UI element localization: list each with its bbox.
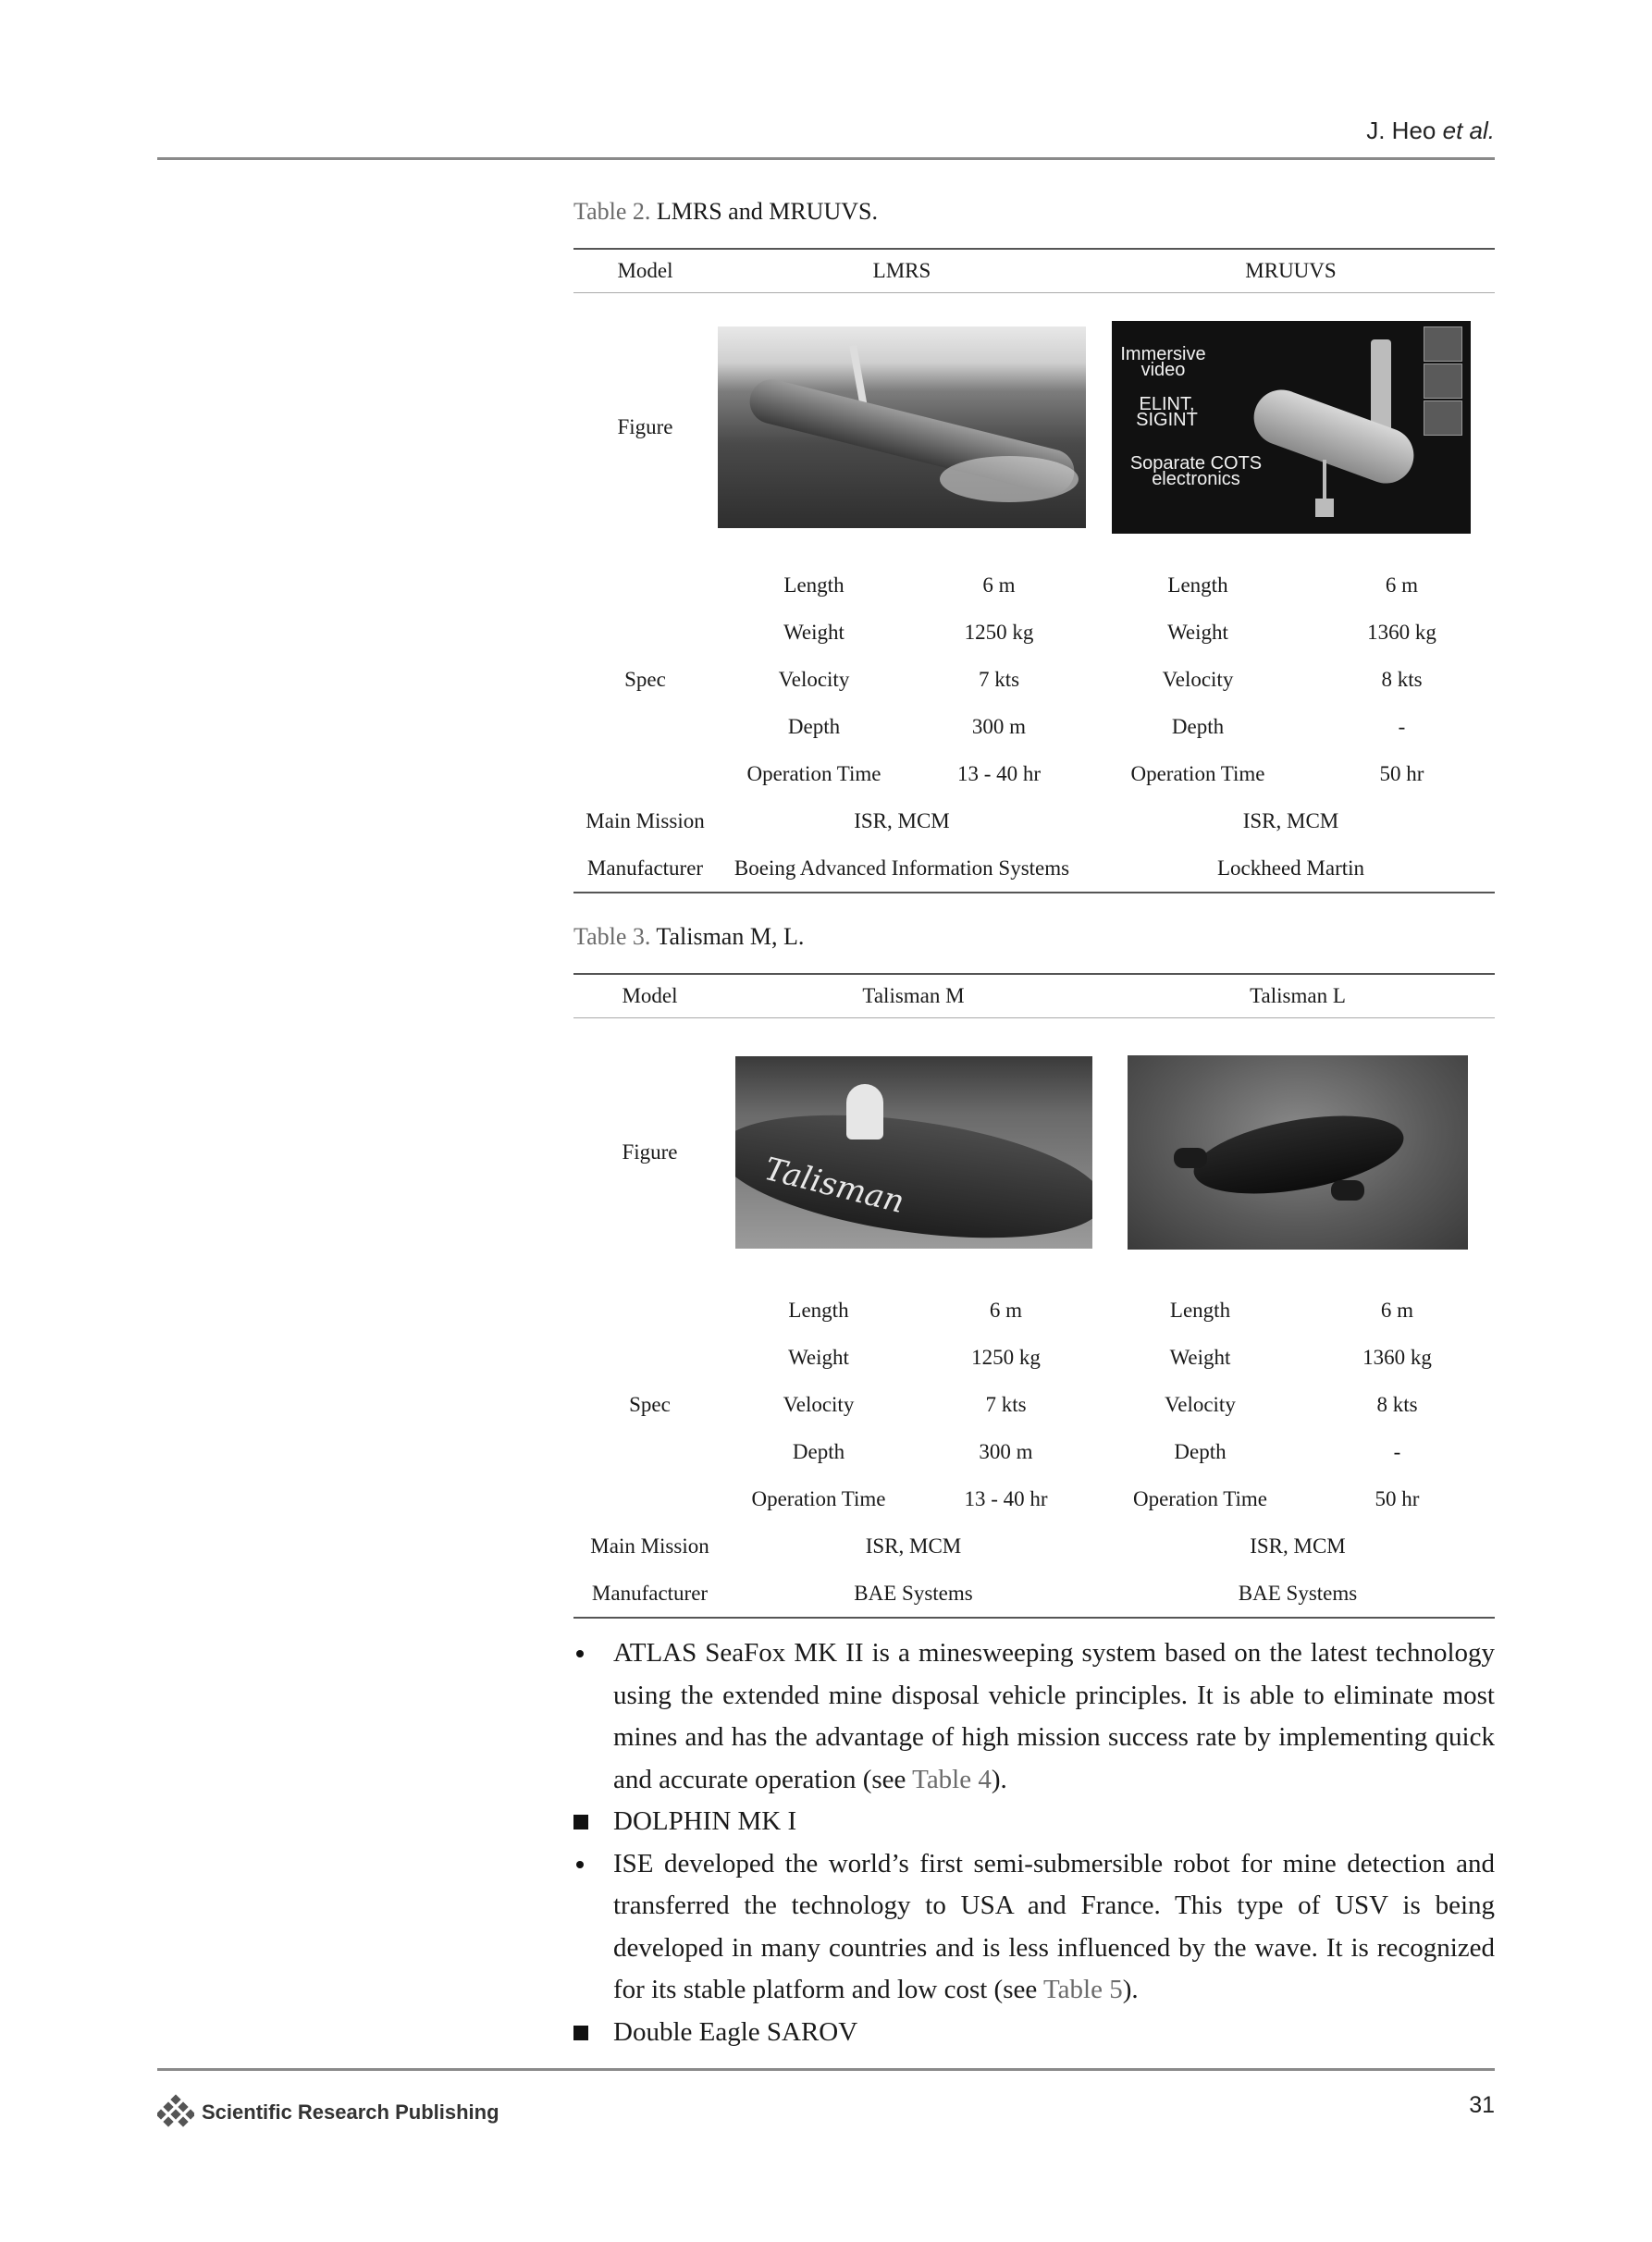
table3-row-mission: Main Mission — [590, 1534, 709, 1558]
spec-value: 7 kts — [985, 1392, 1027, 1416]
list-item — [573, 1801, 1495, 1843]
table2-manufacturer-row — [573, 844, 1495, 893]
table3-figure-row — [573, 1018, 1495, 1287]
spec-label: Velocity — [1165, 1392, 1236, 1416]
spec-value: 8 kts — [1381, 667, 1423, 691]
table3-col-talisman-m: Talisman M — [726, 974, 1101, 1018]
table2-row-figure: Figure — [617, 415, 673, 438]
spec-value: - — [1398, 714, 1406, 738]
heading-double-eagle: Double Eagle SAROV — [613, 2016, 858, 2047]
table3-row-figure: Figure — [622, 1140, 678, 1164]
spec-value: 1360 kg — [1362, 1345, 1432, 1369]
publisher-name: Scientific Research Publishing — [202, 2100, 499, 2124]
table2-spec-row — [573, 561, 1495, 609]
spec-label: Weight — [1167, 620, 1228, 644]
talisman-l-photo — [1128, 1055, 1468, 1250]
bullet-dot-icon — [576, 1650, 584, 1657]
spec-value: 13 - 40 hr — [964, 1486, 1048, 1510]
mruuvs-annotation-video: Immersive video — [1120, 344, 1206, 380]
spec-label: Depth — [1174, 1439, 1227, 1463]
spec-value: 1250 kg — [964, 620, 1034, 644]
spec-label: Depth — [787, 714, 841, 738]
list-item: ISE developed the world’s first semi-submersible robot for mine detection and transferred the technology to USA and France. This type of USV is being developed in many countries and is less influenced by the wave. It is recognized for its stable platform and low cost (see Table 5). — [573, 1843, 1495, 2012]
spec-value: 50 hr — [1379, 761, 1424, 785]
header-author: J. Heo — [1366, 117, 1436, 144]
table3 — [573, 973, 1495, 1619]
table2-col-lmrs: LMRS — [717, 249, 1087, 293]
spec-label: Weight — [783, 620, 844, 644]
table3-caption-label: Table 3. — [573, 923, 651, 950]
spec-label: Length — [1169, 1298, 1231, 1322]
spec-label: Velocity — [1162, 667, 1234, 691]
talisman-m-photo — [735, 1056, 1092, 1249]
table2-row-manufacturer: Manufacturer — [573, 844, 717, 893]
table3-caption — [573, 923, 804, 951]
spec-label: Operation Time — [746, 761, 881, 785]
spec-value: 50 hr — [1375, 1486, 1420, 1510]
spec-label: Length — [783, 573, 844, 597]
spec-label: Operation Time — [1132, 1486, 1268, 1510]
paragraph-ise: ISE developed the world’s first semi-submersible robot for mine detection and transferred the technology to USA and France. This type of USV is being developed in many countries and is less influenced by the wave. It is recognized for its stable platform and low cost (see — [613, 1848, 1495, 2004]
table3-caption-text: Talisman M, L. — [656, 923, 805, 950]
manufacturer-value: Boeing Advanced Information Systems — [717, 844, 1087, 893]
spec-label: Depth — [1171, 714, 1225, 738]
page-number: 31 — [1469, 2092, 1495, 2118]
mruuvs-diagram — [1112, 321, 1471, 534]
table3-row-spec: Spec — [629, 1392, 671, 1416]
table3-mission-row — [573, 1522, 1495, 1570]
header-rule — [157, 157, 1495, 160]
paragraph-seafox: ATLAS SeaFox MK II is a minesweeping system based on the latest technology using the extended mine disposal vehicle principles. It is able to eliminate most mines and has the advantage of high mission success rate by implementing quick and accurate operation (see — [613, 1638, 1495, 1794]
spec-label: Velocity — [783, 1392, 855, 1416]
spec-value: 300 m — [979, 1439, 1033, 1463]
table2-header-row — [573, 249, 1495, 293]
table3-manufacturer-row — [573, 1570, 1495, 1618]
talisman-wordmark: Talisman — [759, 1150, 907, 1222]
table3-col-model: Model — [573, 974, 726, 1018]
table2-caption-text: LMRS and MRUUVS. — [656, 198, 878, 225]
mission-value: ISR, MCM — [854, 808, 950, 832]
spec-value: 6 m — [989, 1298, 1023, 1322]
table3-header-row — [573, 974, 1495, 1018]
spec-label: Length — [788, 1298, 849, 1322]
table2-caption — [573, 198, 878, 226]
table2-row-mission: Main Mission — [586, 808, 705, 832]
mission-value: ISR, MCM — [1250, 1534, 1346, 1558]
spec-value: 6 m — [982, 573, 1016, 597]
table3-col-talisman-l: Talisman L — [1101, 974, 1495, 1018]
footer-rule — [157, 2068, 1495, 2071]
bullet-square-icon — [573, 1815, 588, 1829]
mission-value: ISR, MCM — [1242, 808, 1339, 832]
spec-value: 6 m — [1385, 573, 1419, 597]
manufacturer-value: Lockheed Martin — [1087, 844, 1495, 893]
spec-value: 8 kts — [1376, 1392, 1418, 1416]
spec-label: Velocity — [778, 667, 850, 691]
table5-link[interactable]: Table 5 — [1042, 1975, 1123, 2004]
bullet-square-icon — [573, 2026, 588, 2040]
bullet-dot-icon — [576, 1861, 584, 1868]
spec-value: 300 m — [971, 714, 1027, 738]
body-text — [573, 1632, 1495, 2053]
list-item: ATLAS SeaFox MK II is a minesweeping system based on the latest technology using the extended mine disposal vehicle principles. It is able to eliminate most mines and has the advantage of high mission success rate by implementing quick and accurate operation (see Table 4). — [573, 1632, 1495, 1801]
spec-label: Operation Time — [751, 1486, 886, 1510]
spec-label: Length — [1167, 573, 1228, 597]
table2-mission-row — [573, 797, 1495, 844]
list-item — [573, 2012, 1495, 2054]
table3-row-manufacturer: Manufacturer — [573, 1570, 726, 1618]
table2-row-spec: Spec — [624, 667, 666, 691]
spec-value: 6 m — [1380, 1298, 1414, 1322]
manufacturer-value: BAE Systems — [726, 1570, 1101, 1618]
spec-label: Weight — [1169, 1345, 1231, 1369]
mruuvs-annotation-cots: Soparate COTS electronics — [1129, 453, 1263, 489]
table3-spec-row — [573, 1287, 1495, 1334]
header-author-suffix: et al. — [1442, 117, 1495, 144]
spec-label: Depth — [792, 1439, 845, 1463]
spec-value: 1250 kg — [971, 1345, 1041, 1369]
spec-label: Operation Time — [1130, 761, 1265, 785]
spec-value: - — [1393, 1439, 1401, 1463]
manufacturer-value: BAE Systems — [1101, 1570, 1495, 1618]
table2-caption-label: Table 2. — [573, 198, 651, 225]
mruuvs-annotation-elint: ELINT, SIGINT — [1136, 394, 1198, 430]
publisher-logo — [157, 2094, 499, 2131]
mission-value: ISR, MCM — [865, 1534, 962, 1558]
table2-col-model: Model — [573, 249, 717, 293]
table2 — [573, 248, 1495, 893]
table4-link[interactable]: Table 4 — [912, 1764, 992, 1794]
running-header — [1366, 117, 1495, 145]
publisher-logo-icon — [157, 2094, 194, 2131]
spec-value: 1360 kg — [1367, 620, 1436, 644]
heading-dolphin: DOLPHIN MK I — [613, 1806, 797, 1836]
spec-value: 7 kts — [978, 667, 1020, 691]
table2-figure-row — [573, 293, 1495, 562]
lmrs-photo — [718, 326, 1086, 528]
spec-value: 13 - 40 hr — [956, 761, 1042, 785]
table2-col-mruuvs: MRUUVS — [1087, 249, 1495, 293]
spec-label: Weight — [788, 1345, 849, 1369]
